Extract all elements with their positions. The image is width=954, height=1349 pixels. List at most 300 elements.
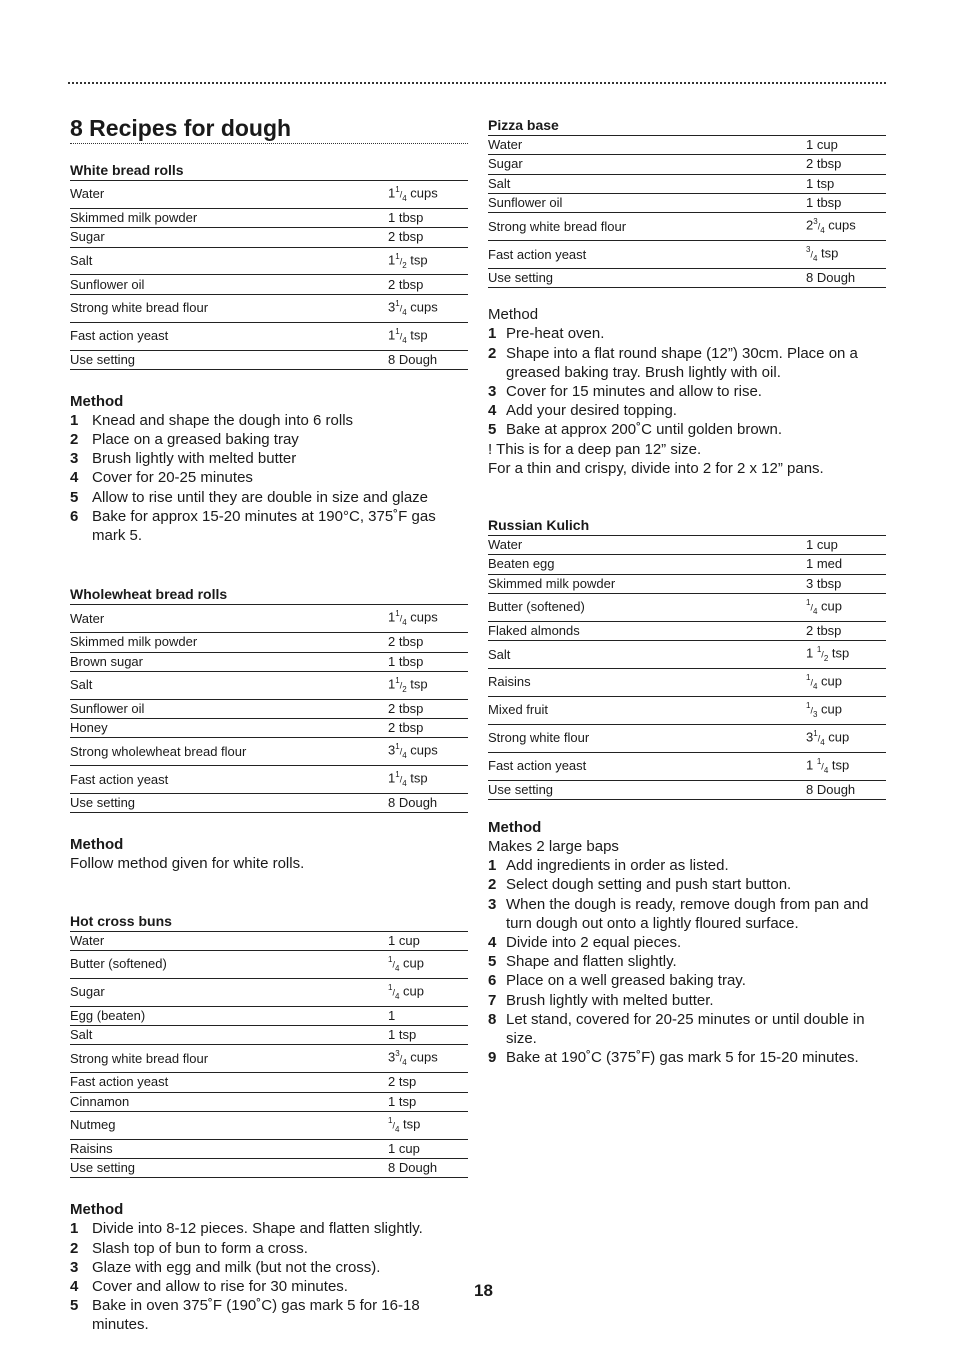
step-number: 2 xyxy=(70,431,79,449)
ingredient-amount: 1 med xyxy=(806,555,886,574)
method-step xyxy=(488,895,886,933)
fraction-slash: / xyxy=(399,680,403,691)
amount-unit: tsp xyxy=(828,645,850,661)
ingredient-name: Use setting xyxy=(70,1159,388,1178)
ingredient-name: Water xyxy=(488,535,806,554)
amount-whole: 1 xyxy=(806,645,817,661)
step-text: Bake for approx 15-20 minutes at 190°C, 375˚F gas mark 5. xyxy=(92,507,436,545)
ingredient-name: Salt xyxy=(70,1026,388,1045)
method-step xyxy=(488,324,886,343)
ingredient-amount: 2 tbsp xyxy=(388,228,468,247)
method-text xyxy=(70,854,468,873)
fraction-numerator: 1 xyxy=(806,700,811,710)
fraction-denominator: 4 xyxy=(402,618,407,628)
fraction-slash: / xyxy=(399,330,403,341)
ingredient-amount xyxy=(388,1111,468,1139)
ingredient-amount xyxy=(806,696,886,724)
ingredient-row xyxy=(70,950,468,978)
ingredient-row xyxy=(488,780,886,799)
method-step xyxy=(70,1258,468,1277)
ingredient-name: Skimmed milk powder xyxy=(488,574,806,593)
ingredient-row xyxy=(70,350,468,369)
ingredient-row xyxy=(488,213,886,241)
amount-whole: 3 xyxy=(388,742,396,758)
amount-unit: cups xyxy=(824,217,856,233)
method-step xyxy=(70,468,468,487)
fraction-numerator: 3 xyxy=(395,1049,400,1059)
ingredient-amount xyxy=(806,752,886,780)
fraction-numerator: 1 xyxy=(395,298,400,308)
method-line: Follow method given for white rolls. xyxy=(70,855,305,873)
amount-unit: tsp xyxy=(817,245,839,261)
fraction-slash: / xyxy=(817,733,821,744)
fraction-denominator: 4 xyxy=(823,765,829,775)
ingredient-amount xyxy=(388,950,468,978)
fraction-numerator: 1 xyxy=(816,645,822,655)
ingredient-name: Water xyxy=(488,136,806,155)
recipe xyxy=(70,161,468,545)
method-step xyxy=(70,430,468,449)
ingredient-row xyxy=(488,668,886,696)
step-number: 6 xyxy=(70,507,79,525)
ingredient-row xyxy=(488,555,886,574)
amount-unit: cups xyxy=(406,1049,438,1065)
left-column xyxy=(70,114,468,1335)
step-number: 3 xyxy=(70,1258,79,1276)
ingredient-name: Sugar xyxy=(70,228,388,247)
ingredient-name: Sunflower oil xyxy=(488,193,806,212)
fraction-denominator: 4 xyxy=(394,1124,400,1134)
ingredient-row xyxy=(70,794,468,813)
method-step xyxy=(488,382,886,401)
fraction-denominator: 2 xyxy=(402,684,407,694)
fraction-slash: / xyxy=(821,761,824,772)
method-step xyxy=(70,1296,468,1334)
recipe-title: Russian Kulich xyxy=(488,516,590,533)
recipe xyxy=(488,516,886,1067)
ingredient-name: Strong white flour xyxy=(488,724,806,752)
ingredient-amount xyxy=(388,738,468,766)
ingredients-table xyxy=(70,604,468,813)
ingredient-name: Skimmed milk powder xyxy=(70,633,388,652)
ingredients-table xyxy=(70,180,468,370)
ingredient-row xyxy=(70,633,468,652)
ingredient-row xyxy=(488,535,886,554)
ingredient-name: Skimmed milk powder xyxy=(70,208,388,227)
method-step xyxy=(488,344,886,382)
method-step xyxy=(488,952,886,971)
fraction-numerator: 1 xyxy=(395,251,400,261)
ingredient-amount: 8 Dough xyxy=(806,780,886,799)
amount-unit: cups xyxy=(406,185,438,201)
ingredient-amount: 1 tbsp xyxy=(388,208,468,227)
fraction-numerator: 1 xyxy=(395,326,400,336)
ingredient-name: Butter (softened) xyxy=(488,593,806,621)
method-step xyxy=(488,991,886,1010)
step-number: 1 xyxy=(70,1220,79,1238)
method-step xyxy=(488,856,886,875)
fraction-slash: / xyxy=(392,1120,395,1131)
ingredient-row xyxy=(70,181,468,209)
ingredients-table xyxy=(488,535,886,800)
amount-whole: 1 xyxy=(388,609,396,625)
fraction-slash: / xyxy=(399,189,403,200)
amount-unit: cups xyxy=(406,742,438,758)
fraction-denominator: 4 xyxy=(402,779,407,789)
amount-whole: 1 xyxy=(388,770,396,786)
fraction-numerator: 1 xyxy=(395,770,400,780)
step-text: When the dough is ready, remove dough from pan and turn dough out onto a lightly floured surface. xyxy=(506,895,869,932)
amount-unit: cups xyxy=(406,609,438,625)
ingredient-amount: 1 xyxy=(388,1006,468,1025)
ingredient-amount: 1 tsp xyxy=(388,1026,468,1045)
recipe-title: Hot cross buns xyxy=(70,912,172,929)
step-text: Slash top of bun to form a cross. xyxy=(92,1239,308,1257)
ingredient-name: Sunflower oil xyxy=(70,699,388,718)
step-text: Brush lightly with melted butter. xyxy=(506,991,714,1009)
ingredient-amount xyxy=(388,766,468,794)
amount-whole: 1 xyxy=(388,676,396,692)
method-step xyxy=(488,875,886,894)
fraction-denominator: 4 xyxy=(402,307,407,317)
ingredient-row xyxy=(70,1045,468,1073)
method-text xyxy=(488,324,886,478)
ingredient-name: Strong white bread flour xyxy=(70,294,388,322)
step-number: 1 xyxy=(488,857,497,875)
method-note: ! This is for a deep pan 12” size. xyxy=(488,440,702,458)
ingredient-row xyxy=(488,593,886,621)
step-number: 1 xyxy=(488,325,497,343)
fraction-denominator: 4 xyxy=(402,335,407,345)
fraction-numerator: 1 xyxy=(395,609,400,619)
step-text: Place on a greased baking tray xyxy=(92,431,299,449)
ingredient-row xyxy=(70,1139,468,1158)
ingredient-row xyxy=(70,978,468,1006)
fraction-numerator: 1 xyxy=(388,954,393,964)
recipe-title: Wholewheat bread rolls xyxy=(70,586,228,603)
ingredient-name: Flaked almonds xyxy=(488,621,806,640)
step-number: 5 xyxy=(488,421,497,439)
method-step xyxy=(70,1277,468,1296)
fraction-numerator: 1 xyxy=(395,185,400,194)
fraction-slash: / xyxy=(399,774,403,785)
ingredient-name: Raisins xyxy=(70,1139,388,1158)
ingredient-row xyxy=(70,652,468,671)
fraction-slash: / xyxy=(399,255,403,266)
ingredient-row xyxy=(488,241,886,269)
step-number: 4 xyxy=(488,402,497,420)
fraction-slash: / xyxy=(392,987,395,998)
ingredient-name: Use setting xyxy=(70,350,388,369)
ingredient-name: Fast action yeast xyxy=(70,322,388,350)
amount-unit: cup xyxy=(399,955,424,971)
right-column xyxy=(488,116,886,1067)
ingredient-row xyxy=(70,208,468,227)
method-step xyxy=(488,420,886,439)
ingredient-row xyxy=(488,724,886,752)
step-text: Allow to rise until they are double in size and glaze xyxy=(92,488,429,506)
method-heading: Method xyxy=(70,836,124,854)
fraction-denominator: 4 xyxy=(402,1058,407,1068)
ingredient-row xyxy=(70,671,468,699)
step-number: 7 xyxy=(488,991,497,1009)
amount-unit: cups xyxy=(406,299,438,315)
step-text: Brush lightly with melted butter xyxy=(92,450,297,468)
amount-unit: tsp xyxy=(399,1116,421,1132)
amount-unit: tsp xyxy=(406,326,428,342)
left-recipes xyxy=(70,161,468,1335)
ingredient-row xyxy=(70,605,468,633)
ingredient-name: Sunflower oil xyxy=(70,275,388,294)
method-step xyxy=(70,411,468,430)
method-heading: Method xyxy=(488,818,542,836)
ingredient-amount: 2 tbsp xyxy=(388,699,468,718)
ingredient-amount: 1 tsp xyxy=(388,1092,468,1111)
method-step xyxy=(488,401,886,420)
ingredient-name: Fast action yeast xyxy=(488,241,806,269)
fraction-slash: / xyxy=(810,705,813,716)
page-title: 8 Recipes for dough xyxy=(70,115,292,141)
method-heading: Method xyxy=(488,306,539,324)
step-number: 8 xyxy=(488,1010,497,1028)
amount-whole: 1 xyxy=(388,185,396,201)
ingredient-name: Brown sugar xyxy=(70,652,388,671)
ingredient-name: Water xyxy=(70,181,388,209)
ingredient-name: Raisins xyxy=(488,668,806,696)
ingredient-amount: 3 tbsp xyxy=(806,574,886,593)
step-text: Pre-heat oven. xyxy=(506,325,605,343)
ingredient-row xyxy=(488,752,886,780)
ingredient-name: Strong white bread flour xyxy=(488,213,806,241)
ingredient-row xyxy=(488,155,886,174)
step-number: 2 xyxy=(70,1239,79,1257)
fraction-numerator: 1 xyxy=(388,982,393,992)
fraction-denominator: 2 xyxy=(823,653,829,663)
fraction-numerator: 1 xyxy=(395,675,400,685)
method-heading: Method xyxy=(70,1201,124,1219)
amount-unit: cup xyxy=(817,673,842,689)
recipe-title: Pizza base xyxy=(488,117,559,133)
step-text: Shape into a flat round shape (12”) 30cm. Place on a greased baking tray. Brush lightly with oil. xyxy=(506,344,858,381)
amount-unit: tsp xyxy=(406,770,428,786)
step-text: Bake at 190˚C (375˚F) gas mark 5 for 15-20 minutes. xyxy=(506,1049,859,1067)
ingredient-row xyxy=(70,1026,468,1045)
fraction-denominator: 4 xyxy=(820,737,825,747)
step-number: 2 xyxy=(488,876,497,894)
ingredient-name: Fast action yeast xyxy=(70,1073,388,1092)
ingredient-amount: 2 tbsp xyxy=(388,719,468,738)
title-dotted-rule xyxy=(70,143,468,144)
ingredient-name: Salt xyxy=(70,247,388,275)
method-intro: Makes 2 large baps xyxy=(488,837,619,855)
step-number: 6 xyxy=(488,972,497,990)
method-text xyxy=(70,411,468,545)
fraction-slash: / xyxy=(399,746,403,757)
step-number: 3 xyxy=(70,450,79,468)
fraction-numerator: 1 xyxy=(388,1115,393,1125)
amount-whole: 1 xyxy=(388,251,396,267)
amount-unit: cup xyxy=(824,729,850,745)
step-number: 4 xyxy=(488,933,497,951)
ingredient-amount: 1 tbsp xyxy=(388,652,468,671)
ingredient-name: Water xyxy=(70,605,388,633)
step-text: Bake in oven 375˚F (190˚C) gas mark 5 for 16-18 minutes. xyxy=(92,1297,420,1334)
amount-unit: cup xyxy=(817,701,842,717)
ingredient-amount xyxy=(388,605,468,633)
amount-whole: 2 xyxy=(806,217,814,233)
fraction-slash: / xyxy=(399,1053,403,1064)
ingredient-amount xyxy=(806,668,886,696)
ingredient-amount: 1 cup xyxy=(388,931,468,950)
ingredient-name: Honey xyxy=(70,719,388,738)
fraction-numerator: 1 xyxy=(395,742,400,752)
step-text: Bake at approx 200˚C until golden brown. xyxy=(506,421,783,439)
method-text xyxy=(488,837,886,1067)
amount-whole: 3 xyxy=(388,1049,396,1065)
ingredient-name: Salt xyxy=(488,641,806,669)
ingredient-amount: 1 cup xyxy=(806,136,886,155)
step-number: 2 xyxy=(488,344,497,362)
ingredient-name: Sugar xyxy=(70,978,388,1006)
ingredient-row xyxy=(70,1006,468,1025)
ingredient-row xyxy=(70,1159,468,1178)
amount-unit: tsp xyxy=(406,251,428,267)
ingredient-row xyxy=(488,136,886,155)
ingredient-row xyxy=(488,574,886,593)
ingredient-amount: 2 tbsp xyxy=(388,633,468,652)
fraction-numerator: 1 xyxy=(816,756,822,766)
fraction-denominator: 3 xyxy=(812,709,818,719)
ingredient-name: Mixed fruit xyxy=(488,696,806,724)
ingredient-name: Fast action yeast xyxy=(70,766,388,794)
ingredient-amount: 1 cup xyxy=(806,535,886,554)
ingredient-name: Salt xyxy=(488,174,806,193)
step-text: Add ingredients in order as listed. xyxy=(506,857,729,875)
ingredient-amount xyxy=(388,1045,468,1073)
ingredient-name: Use setting xyxy=(488,269,806,288)
step-number: 3 xyxy=(488,382,497,400)
method-step xyxy=(488,933,886,952)
ingredient-name: Use setting xyxy=(70,794,388,813)
step-number: 5 xyxy=(70,488,79,506)
fraction-denominator: 4 xyxy=(812,681,818,691)
fraction-denominator: 2 xyxy=(402,260,407,270)
step-text: Glaze with egg and milk (but not the cross). xyxy=(92,1258,381,1276)
method-step xyxy=(70,1239,468,1258)
fraction-denominator: 4 xyxy=(394,963,400,973)
amount-unit: tsp xyxy=(828,757,850,773)
ingredient-amount: 8 Dough xyxy=(388,794,468,813)
step-number: 5 xyxy=(70,1297,79,1315)
ingredient-amount: 1 cup xyxy=(388,1139,468,1158)
fraction-slash: / xyxy=(399,303,403,314)
ingredient-name: Beaten egg xyxy=(488,555,806,574)
ingredient-name: Salt xyxy=(70,671,388,699)
ingredient-amount xyxy=(388,294,468,322)
ingredient-amount xyxy=(388,671,468,699)
ingredient-amount xyxy=(388,181,468,209)
fraction-slash: / xyxy=(821,649,824,660)
step-text: Divide into 8-12 pieces. Shape and flatten slightly. xyxy=(92,1220,423,1238)
ingredient-row xyxy=(488,696,886,724)
method-step xyxy=(70,1219,468,1238)
ingredient-row xyxy=(70,931,468,950)
ingredient-row xyxy=(488,641,886,669)
fraction-denominator: 4 xyxy=(394,991,400,1001)
ingredient-amount xyxy=(388,247,468,275)
recipe xyxy=(70,912,468,1335)
ingredient-amount: 2 tbsp xyxy=(388,275,468,294)
method-step xyxy=(70,488,468,507)
fraction-slash: / xyxy=(817,221,821,232)
fraction-numerator: 3 xyxy=(813,217,818,227)
amount-whole: 3 xyxy=(806,729,814,745)
step-text: Let stand, covered for 20-25 minutes or until double in size. xyxy=(506,1010,865,1047)
ingredient-amount xyxy=(388,322,468,350)
ingredients-table xyxy=(70,931,468,1179)
ingredient-amount: 1 tbsp xyxy=(806,193,886,212)
step-text: Shape and flatten slightly. xyxy=(506,953,677,971)
ingredient-amount: 1 tsp xyxy=(806,174,886,193)
step-text: Knead and shape the dough into 6 rolls xyxy=(92,411,354,429)
ingredient-amount: 8 Dough xyxy=(388,1159,468,1178)
step-number: 1 xyxy=(70,411,79,429)
ingredient-name: Cinnamon xyxy=(70,1092,388,1111)
ingredient-amount xyxy=(806,641,886,669)
ingredient-row xyxy=(70,228,468,247)
ingredient-amount: 8 Dough xyxy=(806,269,886,288)
ingredient-name: Sugar xyxy=(488,155,806,174)
ingredient-row xyxy=(488,621,886,640)
fraction-denominator: 4 xyxy=(812,606,818,616)
ingredient-amount: 2 tsp xyxy=(388,1073,468,1092)
ingredient-name: Strong white bread flour xyxy=(70,1045,388,1073)
ingredient-name: Strong wholewheat bread flour xyxy=(70,738,388,766)
ingredient-name: Fast action yeast xyxy=(488,752,806,780)
step-number: 3 xyxy=(488,895,497,913)
page-number: 18 xyxy=(474,1281,493,1300)
fraction-denominator: 4 xyxy=(402,193,407,203)
amount-whole: 3 xyxy=(388,299,396,315)
method-step xyxy=(70,507,468,545)
ingredient-row xyxy=(488,269,886,288)
ingredient-name: Nutmeg xyxy=(70,1111,388,1139)
step-number: 4 xyxy=(70,469,79,487)
fraction-slash: / xyxy=(810,677,813,688)
method-text xyxy=(70,1219,468,1334)
ingredient-row xyxy=(488,174,886,193)
amount-unit: tsp xyxy=(406,676,428,692)
ingredient-amount: 8 Dough xyxy=(388,350,468,369)
step-text: Select dough setting and push start button. xyxy=(506,876,792,894)
step-text: Cover for 20-25 minutes xyxy=(92,469,253,487)
recipe-title: White bread rolls xyxy=(70,162,184,178)
method-heading: Method xyxy=(70,392,124,410)
ingredient-row xyxy=(70,322,468,350)
fraction-denominator: 4 xyxy=(812,254,818,264)
step-number: 9 xyxy=(488,1049,497,1067)
ingredients-table xyxy=(488,135,886,288)
right-recipes xyxy=(488,116,886,1067)
fraction-numerator: 1 xyxy=(813,728,818,738)
fraction-denominator: 4 xyxy=(820,226,825,236)
ingredient-amount xyxy=(806,593,886,621)
recipe xyxy=(488,116,886,478)
step-text: Place on a well greased baking tray. xyxy=(506,972,746,990)
ingredient-amount xyxy=(806,213,886,241)
ingredient-name: Butter (softened) xyxy=(70,950,388,978)
step-text: Divide into 2 equal pieces. xyxy=(506,933,682,951)
